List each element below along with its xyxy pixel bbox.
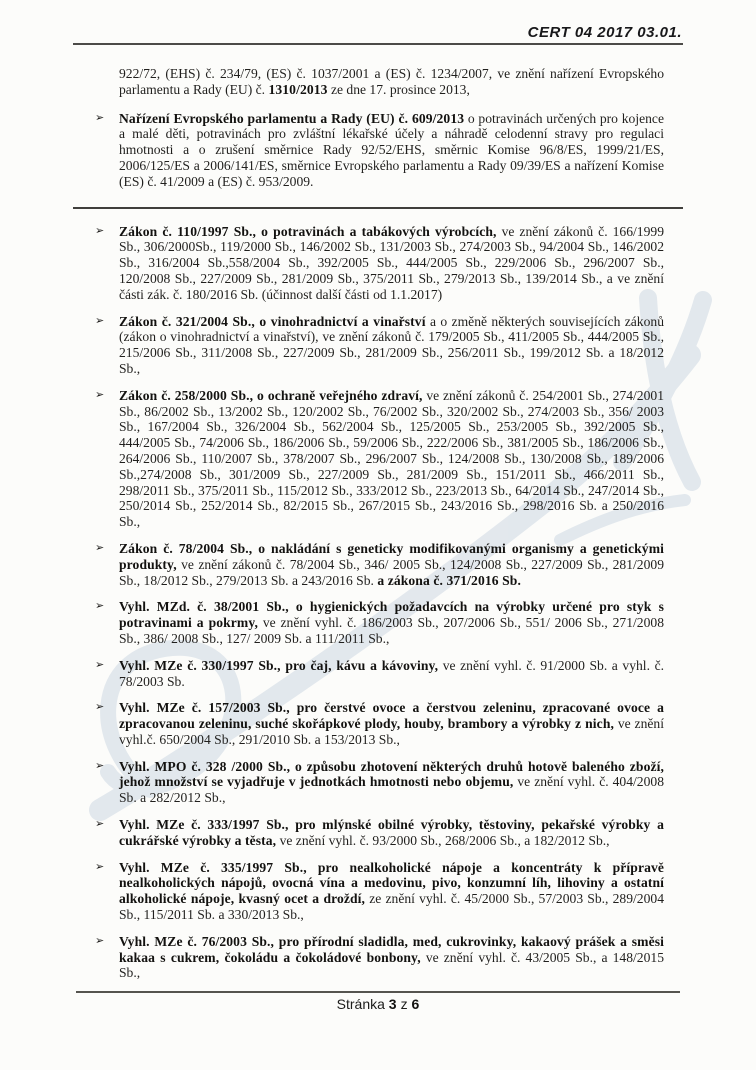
arrow-bullet-icon: ➢ [95,314,105,327]
item-title: Vyhl. MZe č. 76/2003 Sb., pro přírodní sladidla, med, cukrovinky, kakaový prášek a směsi kakaa s cukrem, čokoládu a čokoládové bonbony, [119,933,664,965]
arrow-bullet-icon: ➢ [95,541,105,554]
regulation-item [95,111,664,190]
regulation-item [95,388,664,530]
item-title: Vyhl. MZe č. 330/1997 Sb., pro čaj, kávu a kávoviny, [119,657,439,673]
cert-reference: CERT 04 2017 03.01. [527,24,682,41]
item-body: ve znění vyhl. č. 404/2008 Sb. a 282/2012 Sb., [119,774,664,806]
intro-tail: ze dne 17. prosince 2013, [327,81,470,97]
item-body: ve znění vyhl. č. 93/2000 Sb., 268/2006 Sb., a 182/2012 Sb., [276,832,610,848]
header-rule [73,43,683,45]
document-body [95,66,664,992]
item-title: Nařízení Evropského parlamentu a Rady (EU) č. 609/2013 [119,110,465,126]
intro-text: 922/72, (EHS) č. 234/79, (ES) č. 1037/2001 a (ES) č. 1234/2007, ve znění nařízení Evropského parlamentu a Rady (EU) č. [119,66,664,97]
item-title: Vyhl. MZe č. 157/2003 Sb., pro čerstvé ovoce a čerstvou zeleninu, zpracované ovoce a zpracovanou zeleninu, suché skořápkové plody, houby, brambory a výrobky z nich, [119,700,664,732]
arrow-bullet-icon: ➢ [95,224,105,237]
item-text [119,599,664,646]
item-body: ve znění vyhl. č. 186/2003 Sb., 207/2006 Sb., 551/ 2006 Sb., 271/2008 Sb., 386/ 2008 Sb., 127/ 2009 Sb. a 111/2011 Sb., [119,615,664,646]
item-title: Zákon č. 258/2000 Sb., o ochraně veřejného zdraví, [119,387,423,403]
footer-page-number: 3 [388,995,397,1012]
item-text [119,224,664,303]
page-footer [0,991,756,1012]
arrow-bullet-icon: ➢ [95,388,105,401]
arrow-bullet-icon: ➢ [95,818,105,831]
regulation-item [95,817,664,849]
footer-rule [76,991,680,993]
regulation-item [95,759,664,806]
item-title: Vyhl. MZe č. 333/1997 Sb., pro mlýnské obilné výrobky, těstoviny, pekařské výrobky a cukrářské výrobky a těsta, [119,817,664,848]
intro-bold: 1310/2013 [268,81,328,97]
regulation-item [95,314,664,377]
footer-prefix: Stránka [336,995,385,1012]
item-body: o potravinách určených pro kojence a malé děti, potravinách pro zvláštní lékařské účely a náhradě celodenní stravy pro regulaci hmotnosti a o zrušení směrnice Rady 92/52/EHS, směrnic Komise 96/8/ES, 1999/21/ES, 2006/125/ES a 2006/141/ES, směrnice Evropského parlamentu a Rady 09/39/ES a nařízení Komise (ES) č. 41/2009 a (ES) č. 953/2009. [119,110,664,189]
intro-paragraph [119,66,664,98]
item-title: Vyhl. MPO č. 328 /2000 Sb., o způsobu zhotovení některých druhů hotově baleného zboží, jehož množství se vyjadřuje v jednotkách hmotnosti nebo objemu, [119,758,664,790]
regulation-item [95,700,664,747]
item-text [119,934,664,981]
footer-total-pages: 6 [411,995,420,1012]
arrow-bullet-icon: ➢ [95,701,105,714]
regulation-item [95,541,664,588]
item-title: Zákon č. 321/2004 Sb., o vinohradnictví a vinařství [119,313,426,329]
item-body: ve znění zákonů č. 78/2004 Sb., 346/ 2005 Sb., 124/2008 Sb., 227/2009 Sb., 281/2009 Sb., 18/2012 Sb., 279/2013 Sb. a 243/2016 Sb. [119,556,664,588]
item-title: Vyhl. MZe č. 335/1997 Sb., pro nealkoholické nápoje a koncentráty k přípravě nealkoholických nápojů, ovocná vína a medovinu, pivo, konzumní líh, lihoviny a ostatní alkoholické nápoje, kvasný ocet a droždí, [119,859,664,907]
arrow-bullet-icon: ➢ [95,934,105,947]
item-body: ve znění zákonů č. 166/1999 Sb., 306/2000Sb., 119/2000 Sb., 146/2002 Sb., 131/2003 Sb., 274/2003 Sb., 94/2004 Sb., 146/2002 Sb., 316/2004 Sb.,558/2004 Sb., 392/2005 Sb., 444/2005 Sb., 229/2006 Sb., 296/2007 Sb., 120/2008 Sb., 227/2009 Sb., 281/2009 Sb., 375/2011 Sb., 279/2013 Sb., 139/2014 Sb., a ve znění části zák. č. 180/2016 Sb. (účinnost další části od 1.1.2017) [119,223,664,302]
item-body: ve znění vyhl. č. 91/2000 Sb. a vyhl. č. 78/2003 Sb. [119,657,665,689]
item-body: ve znění vyhl. č. 43/2005 Sb., a 148/2015 Sb., [119,949,664,981]
item-text [119,860,664,923]
arrow-bullet-icon: ➢ [95,860,105,873]
item-title: Zákon č. 78/2004 Sb., o nakládání s geneticky modifikovanými organismy a genetickými produkty, [119,540,664,572]
regulation-item [95,224,664,303]
regulation-item [95,860,664,923]
regulation-item [95,658,664,690]
arrow-bullet-icon: ➢ [95,600,105,613]
section-divider [73,207,683,209]
item-bold-tail: a zákona č. 371/2016 Sb. [377,572,521,588]
item-text [119,314,664,377]
item-text [119,700,664,747]
page-number [0,996,756,1012]
regulation-item [95,934,664,981]
item-text [119,388,664,530]
footer-separator: z [400,995,408,1012]
arrow-bullet-icon: ➢ [95,111,105,124]
regulation-item [95,599,664,646]
page-header [0,24,756,45]
item-title: Vyhl. MZd. č. 38/2001 Sb., o hygienických požadavcích na výrobky určené pro styk s potravinami a pokrmy, [119,599,664,631]
arrow-bullet-icon: ➢ [95,759,105,772]
item-text [119,541,664,588]
item-text [119,759,664,806]
item-body: ve znění vyhl.č. 650/2004 Sb., 291/2010 Sb. a 153/2013 Sb., [119,716,664,747]
item-text [119,817,664,849]
item-body: ze znění vyhl. č. 45/2000 Sb., 57/2003 Sb., 289/2004 Sb., 115/2011 Sb. a 330/2013 Sb., [119,891,664,923]
item-text [119,658,664,690]
item-title: Zákon č. 110/1997 Sb., o potravinách a tabákových výrobcích, [119,223,497,239]
item-text [119,111,664,190]
item-body: a o změně některých souvisejících zákonů (zákon o vinohradnictví a vinařství), ve znění zákonů č. 179/2005 Sb., 411/2005 Sb., 444/2005 Sb., 215/2006 Sb., 311/2008 Sb., 227/2009 Sb., 281/2009 Sb., 256/2011 Sb., 199/2012 Sb. a 18/2012 Sb., [119,313,664,376]
item-body: ve znění zákonů č. 254/2001 Sb., 274/2001 Sb., 86/2002 Sb., 13/2002 Sb., 120/2002 Sb., 76/2002 Sb., 320/2002 Sb., 274/2003 Sb., 356/ 2003 Sb., 167/2004 Sb., 326/2004 Sb., 562/2004 Sb., 125/2005 Sb., 253/2005 Sb., 392/2005 Sb., 444/2005 Sb., 74/2006 Sb., 186/2006 Sb., 59/2006 Sb., 222/2006 Sb., 381/2005 Sb., 186/2006 Sb., 264/2006 Sb., 110/2007 Sb., 378/2007 Sb., 296/2007 Sb., 124/2008 Sb., 130/2008 Sb., 189/2006 Sb.,274/2008 Sb., 301/2009 Sb., 227/2009 Sb., 281/2009 Sb., 151/2011 Sb., 466/2011 Sb., 298/2011 Sb., 375/2011 Sb., 115/2012 Sb., 333/2012 Sb., 223/2013 Sb., 64/2014 Sb., 247/2014 Sb., 250/2014 Sb., 252/2014 Sb., 82/2015 Sb., 267/2015 Sb., 243/2016 Sb., 298/2016 Sb. a 250/2016 Sb., [119,387,664,530]
arrow-bullet-icon: ➢ [95,658,105,671]
